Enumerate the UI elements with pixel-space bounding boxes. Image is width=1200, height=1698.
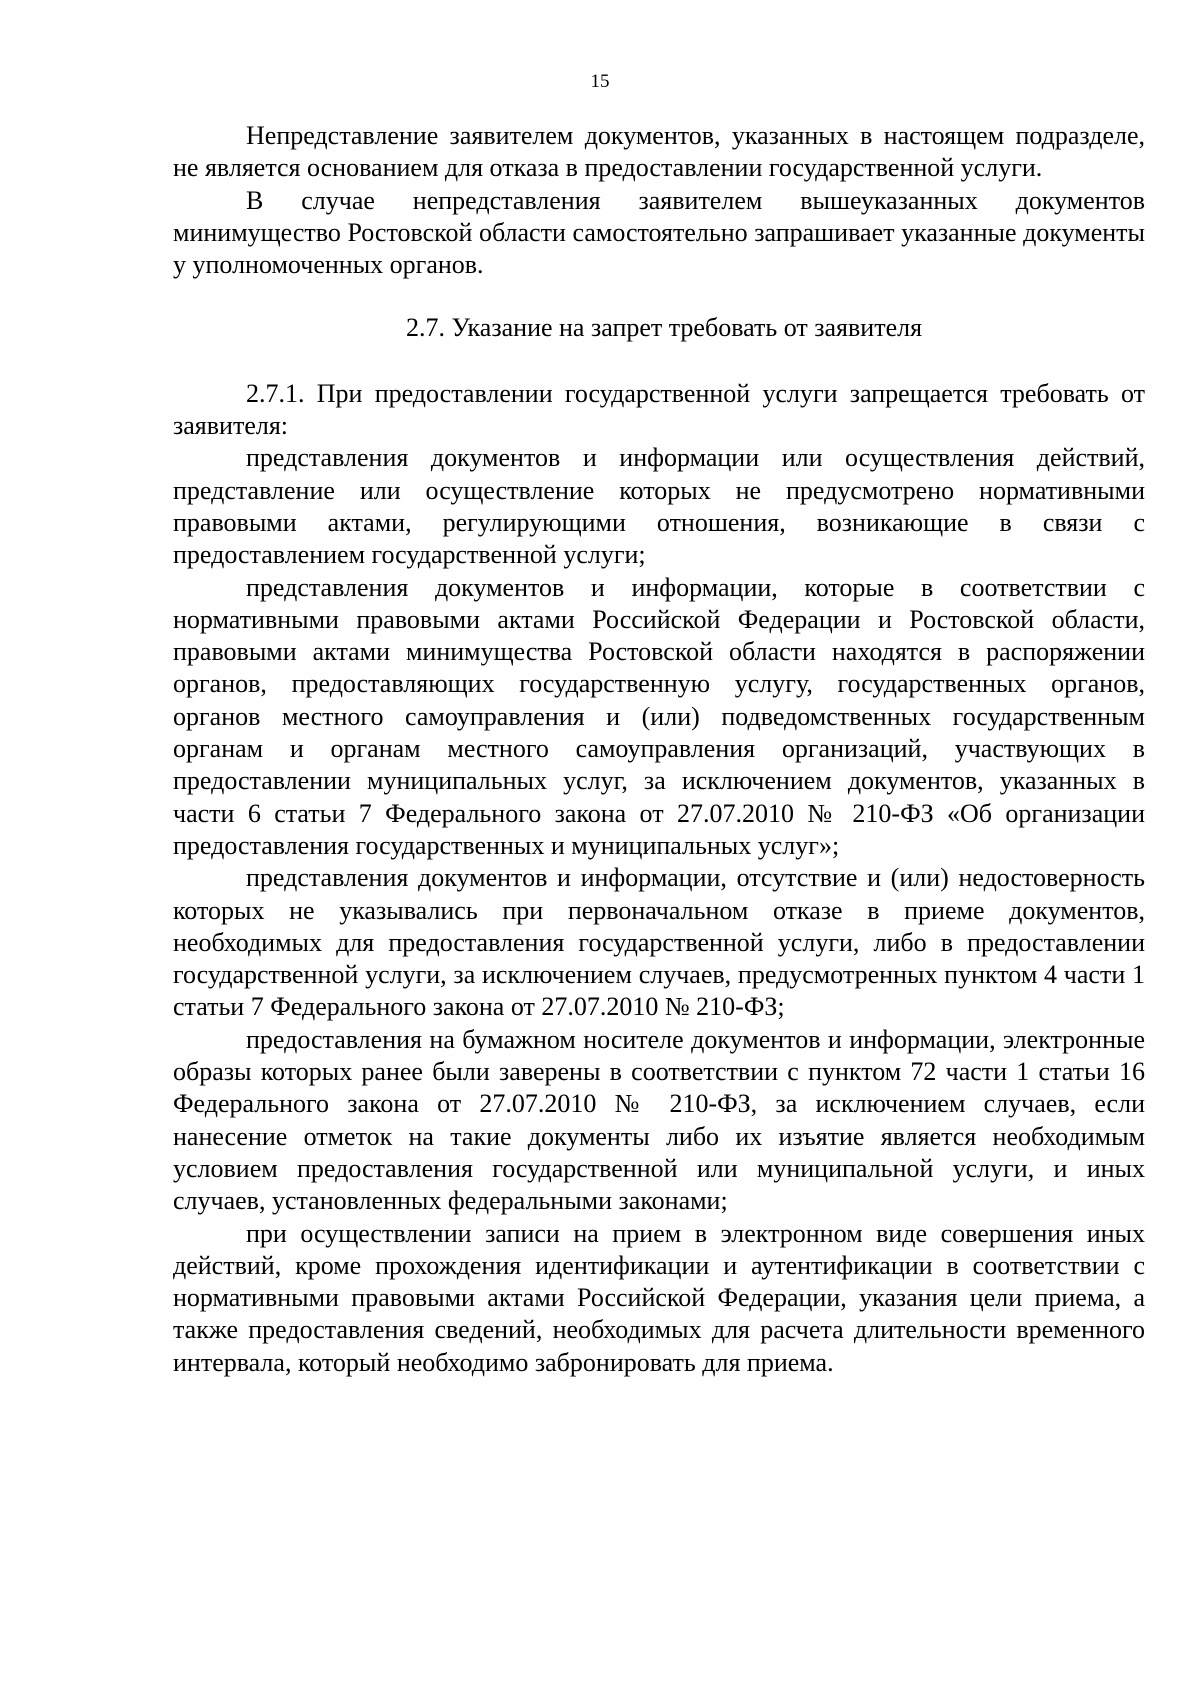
paragraph: при осуществлении записи на прием в электронном виде совершения иных действий, кроме прохождения идентификации и аутентификации в соответствии с нормативными правовыми актами Российской Федерации, указания цели приема, а также предоставления сведений, необходимых для расчета длительности временного интервала, который необходимо забронировать для приема. — [173, 1218, 1145, 1377]
document-body — [173, 120, 1145, 1379]
paragraph: В случае непредставления заявителем вышеуказанных документов минимущество Ростовской области самостоятельно запрашивает указанные документы у уполномоченных органов. — [173, 185, 1145, 280]
paragraph: представления документов и информации или осуществления действий, представление или осуществление которых не предусмотрено нормативными правовыми актами, регулирующими отношения, возникающие в связи с предоставлением государственной услуги; — [173, 443, 1145, 570]
paragraph: предоставления на бумажном носителе документов и информации, электронные образы которых ранее были заверены в соответствии с пунктом 72 части 1 статьи 16 Федерального закона от 27.07.2010 № 210-ФЗ, за исключением случаев, если нанесение отметок на такие документы либо их изъятие является необходимым условием предоставления государственной или муниципальной услуги, и иных случаев, установленных федеральными законами; — [173, 1024, 1145, 1216]
section-heading: 2.7. Указание на запрет требовать от заявителя — [405, 313, 923, 343]
page-number: 15 — [590, 71, 610, 92]
paragraph: представления документов и информации, которые в соответствии с нормативными правовыми актами Российской Федерации и Ростовской области, правовыми актами минимущества Ростовской области находятся в распоряжении органов, предоставляющих государственную услугу, государственных органов, органов местного самоуправления и (или) подведомственных государственным органам и органам местного самоуправления организаций, участвующих в предоставлении муниципальных услуг, за исключением документов, указанных в части 6 статьи 7 Федерального закона от 27.07.2010 № 210-ФЗ «Об организации предоставления государственных и муниципальных услуг»; — [173, 572, 1145, 860]
paragraph: 2.7.1. При предоставлении государственной услуги запрещается требовать от заявителя: — [173, 378, 1145, 441]
paragraph: представления документов и информации, отсутствие и (или) недостоверность которых не указывались при первоначальном отказе в приеме документов, необходимых для предоставления государственной услуги, либо в предоставлении государственной услуги, за исключением случаев, предусмотренных пунктом 4 части 1 статьи 7 Федерального закона от 27.07.2010 № 210-ФЗ; — [173, 863, 1145, 1022]
paragraph: Непредставление заявителем документов, указанных в настоящем подразделе, не является основанием для отказа в предоставлении государственной услуги. — [173, 121, 1145, 183]
